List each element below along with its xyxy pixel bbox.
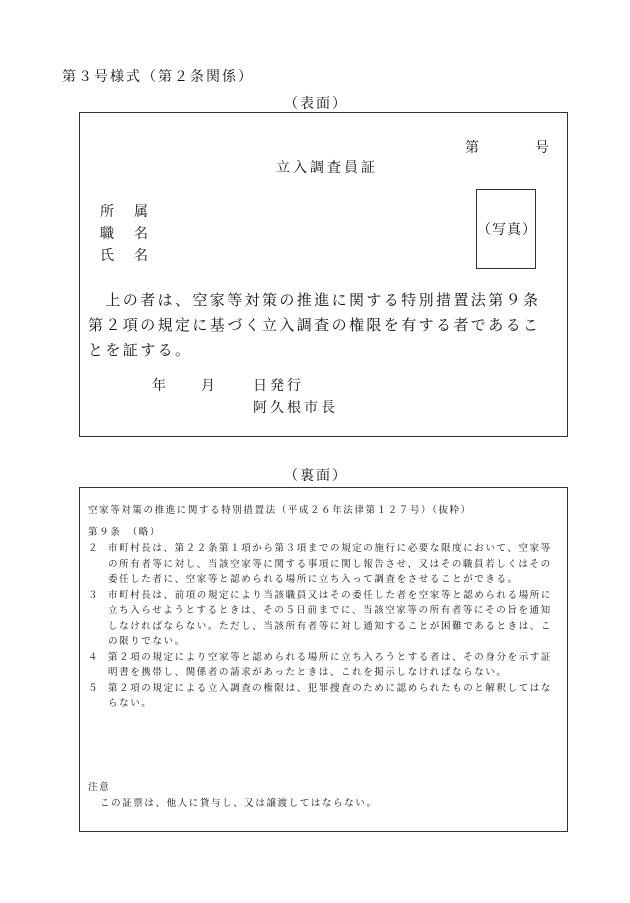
- field-position: 職 名: [100, 226, 151, 242]
- card-title: 立入調査員証: [276, 160, 378, 176]
- law-items: [88, 541, 562, 712]
- law-title: 空家等対策の推進に関する特別措置法（平成２６年法律第１２７号）（抜粋）: [88, 505, 472, 516]
- photo-label: （写真）: [477, 222, 537, 238]
- photo-frame: [476, 189, 536, 269]
- law-item-number: ２: [88, 543, 100, 554]
- date-issue: 日発行: [253, 378, 304, 394]
- article-heading: 第９条 （略）: [88, 527, 161, 538]
- front-heading: （表面）: [284, 96, 348, 112]
- date-month: 月: [201, 378, 218, 394]
- back-heading: （裏面）: [284, 468, 348, 484]
- law-item-number: ４: [88, 651, 100, 663]
- number-dai: 第: [465, 140, 482, 156]
- law-item-number: ５: [88, 682, 100, 694]
- law-item-text: 第２項の規定により空家等と認められる場所に立ち入ろうとする者は、その身分を示す証明書を携帯し、関係者の請求があったときは、これを掲示しなければならない。: [108, 651, 553, 678]
- law-item-text: 第２項の規定による立入調査の権限は、犯罪捜査のために認められたものと解釈してはならない。: [108, 682, 553, 709]
- law-item: [88, 650, 562, 681]
- issuer: 阿久根市長: [253, 400, 338, 416]
- law-item: [88, 588, 562, 650]
- note-title: 注意: [88, 782, 111, 793]
- note-text: この証票は、他人に貸与し、又は譲渡してはならない。: [100, 798, 378, 809]
- law-item: [88, 681, 562, 712]
- law-item-text: 市町村長は、第２２条第１項から第３項までの規定の施行に必要な限度において、空家等の所有者等に対し、当該空家等に関する事項に関し報告させ、又はその職員若しくはその委任した者に、空家等と認められる場所に立ち入って調査をさせることができる。: [108, 543, 552, 585]
- certification-text: 上の者は、空家等対策の推進に関する特別措置法第９条第２項の規定に基づく立入調査の権限を有する者であることを証する。: [88, 291, 541, 359]
- law-item-number: ３: [88, 589, 100, 601]
- law-item-text: 市町村長は、前項の規定により当該職員又はその委任した者を空家等と認められる場所に立ち入らせようとするときは、その５日前までに、当該空家等の所有者等にその旨を通知しなければならない。ただし、当該所有者等に対し通知することが困難であるときは、この限りでない。: [108, 589, 553, 647]
- front-card: [79, 112, 568, 437]
- date-year: 年: [152, 378, 169, 394]
- field-name: 氏 名: [100, 248, 151, 264]
- field-affiliation: 所 属: [100, 204, 151, 220]
- law-item: [88, 541, 562, 588]
- form-title: 第３号様式（第２条関係）: [62, 69, 254, 85]
- number-go: 号: [535, 140, 552, 156]
- back-card: [79, 487, 568, 832]
